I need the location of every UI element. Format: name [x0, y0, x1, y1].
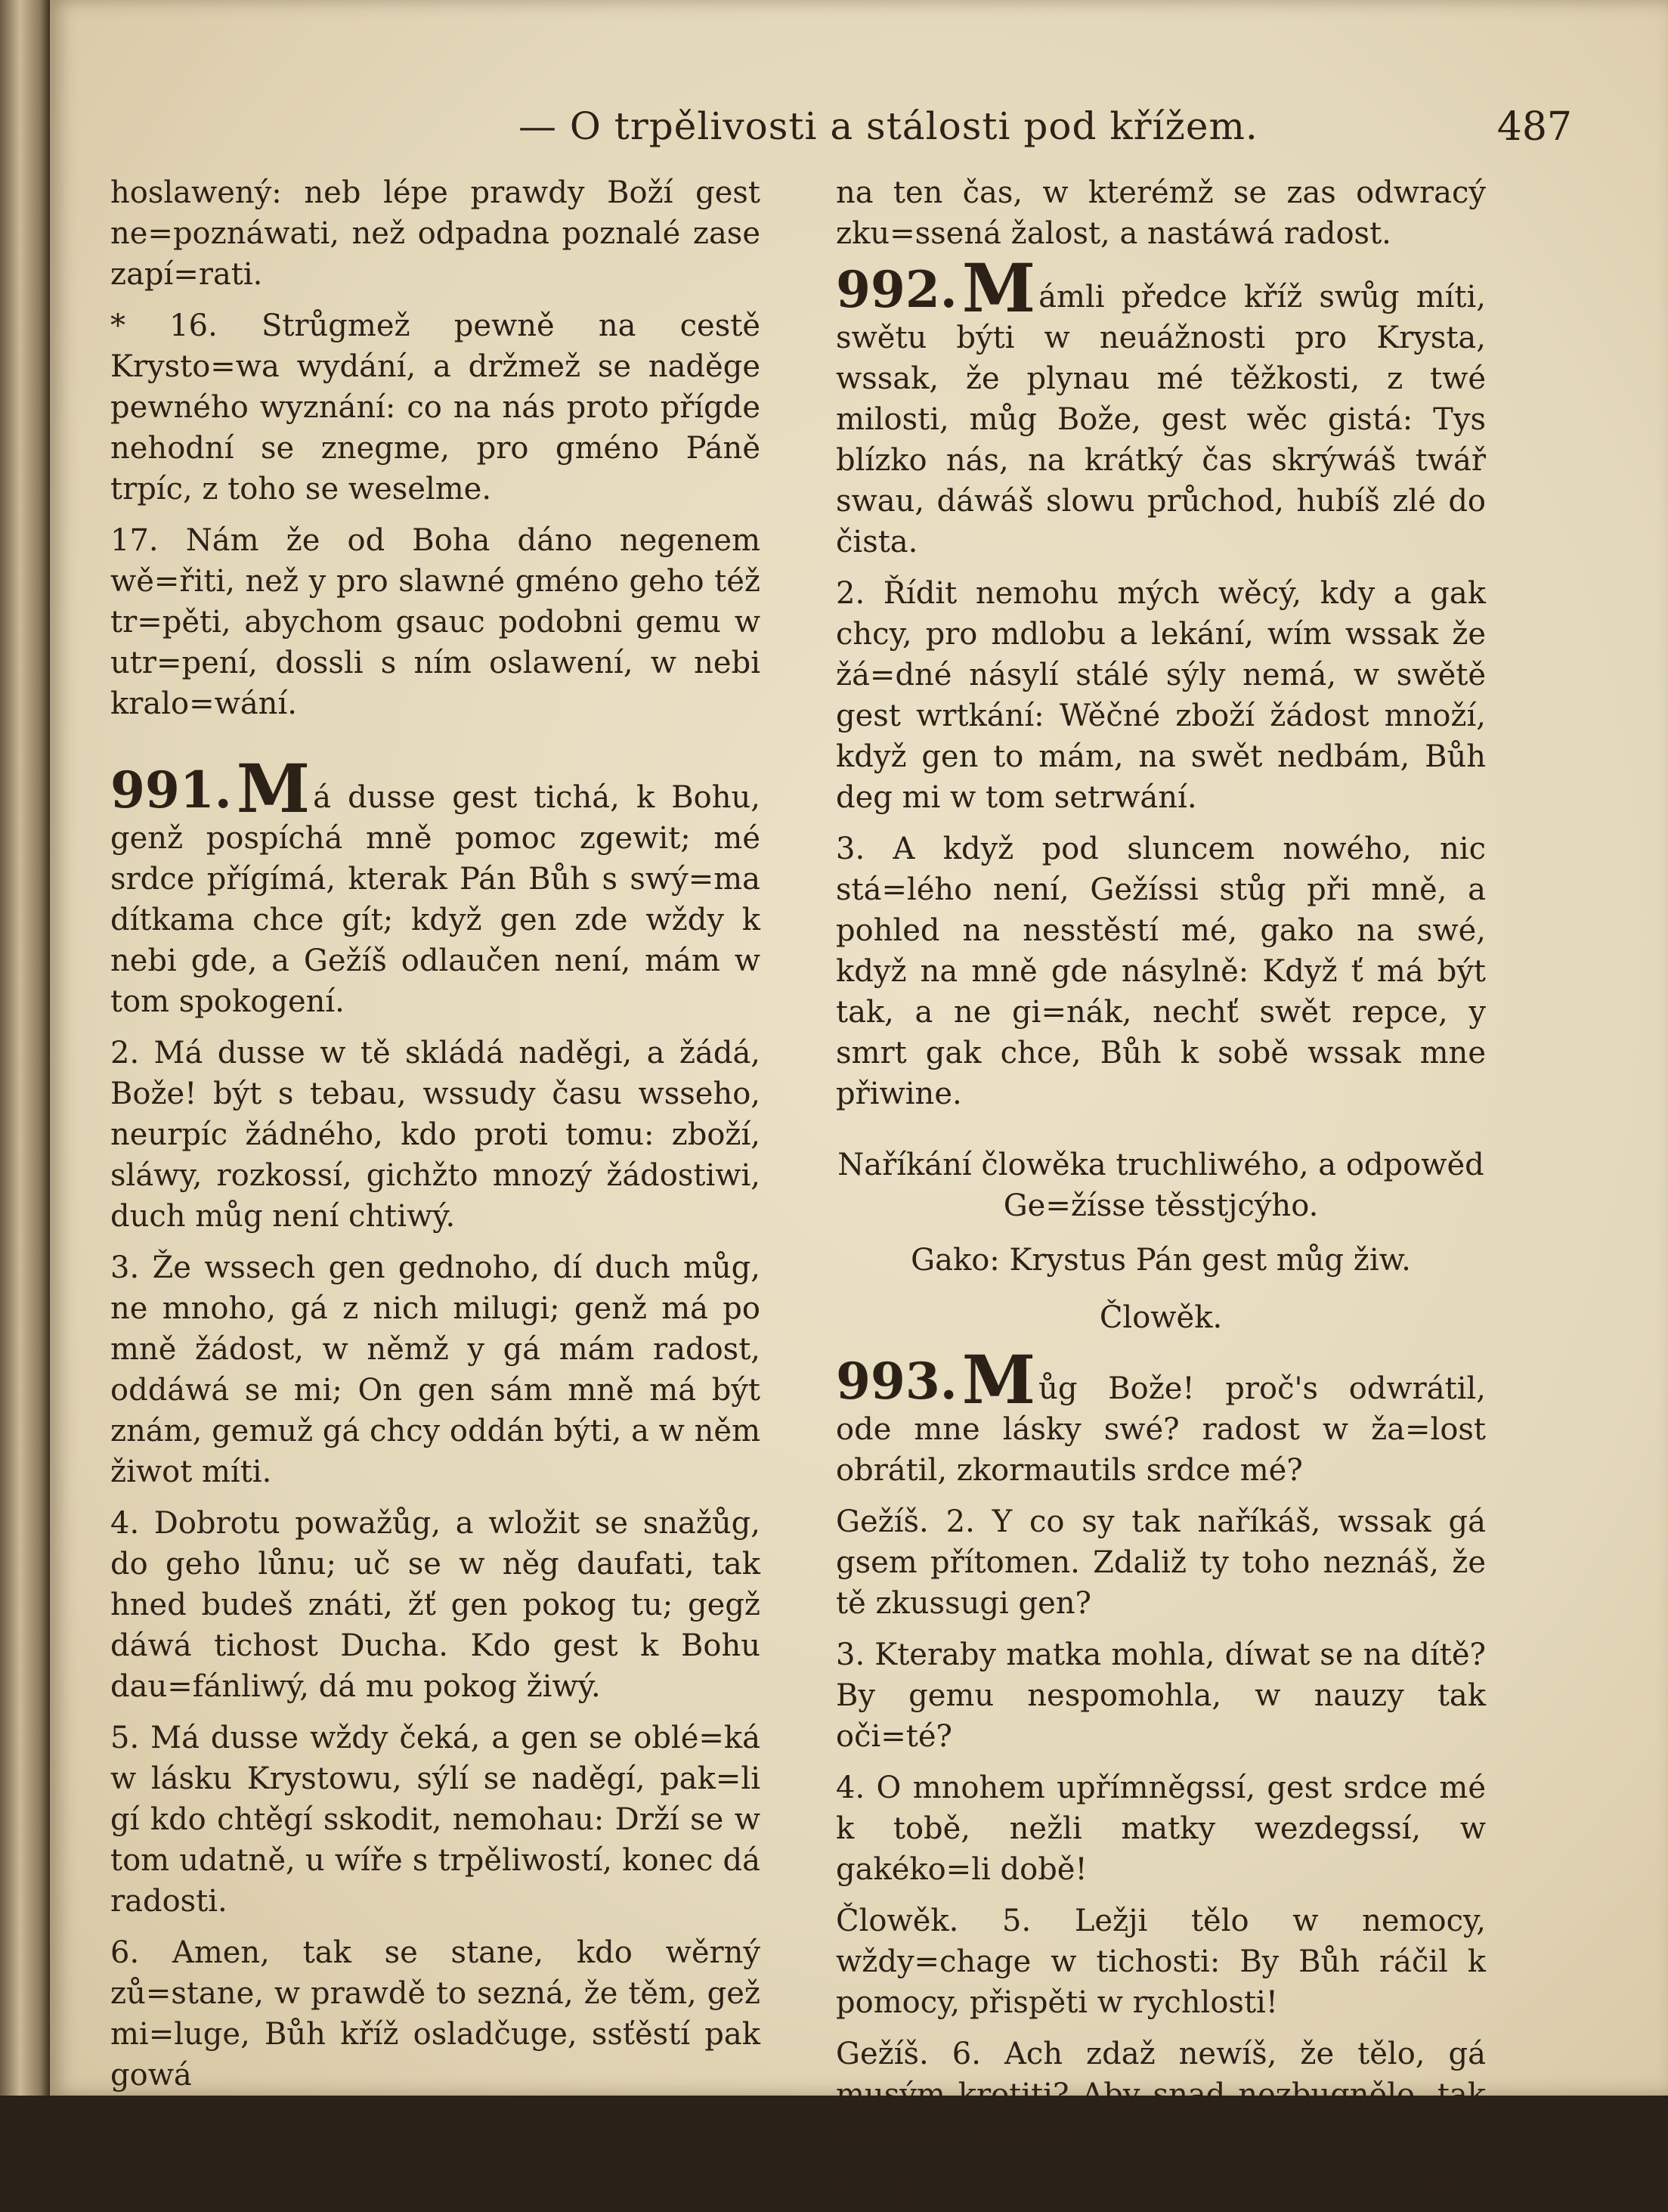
- running-title: — O trpělivosti a stálosti pod křížem.: [518, 104, 1258, 148]
- hymn-991-stanza-2: 2. Má dusse w tě skládá naděgi, a žádá, Bože! být s tebau, wssudy času wsseho, neurpíc žádného, kdo proti tomu: zboží, sláwy, rozkossí, gichžto mnozý žádostiwi, duch můg není chtiwý.: [110, 1036, 760, 1234]
- hymn-993-stanza-1: [836, 1340, 1486, 1491]
- page-number: 487: [1496, 104, 1572, 150]
- catchword: Člo=: [1387, 2170, 1463, 2204]
- hymn-number-993: 993.: [836, 1352, 958, 1411]
- hymn-993-stanza-5: Člowěk. 5. Ležji tělo w nemocy, wždy=chage w tichosti: By Bůh ráčil k pomocy, přispěti w rychlosti!: [836, 1904, 1486, 2020]
- hymn-993-stanza-6: Gežíš. 6. Ach zdaž newíš, že tělo, gá musým krotiti? Aby snad nezbugnělo, tak hřjchům brániti.: [836, 2037, 1486, 2153]
- stanza-17: 17. Nám že od Boha dáno negenem wě=řiti, než y pro slawné gméno geho též tr=pěti, abychom gsauc podobni gemu w utr=pení, dossli s ním oslawení, w nebi kralo=wání.: [110, 523, 760, 721]
- drop-cap-991: M: [236, 749, 311, 828]
- book-spine-gutter: [0, 0, 50, 2096]
- hymn-991-stanza-1: [110, 749, 760, 1022]
- signature-row: [836, 2167, 1486, 2212]
- hymn-991-stanza-3: 3. Že wssech gen gednoho, dí duch můg, ne mnoho, gá z nich milugi; genž má po mně žádost, w němž y gá mám radost, oddáwá se mi; On gen sám mně má být znám, gemuž gá chcy oddán býti, a w něm žiwot míti.: [110, 1250, 760, 1489]
- hymn-992-stanza-3: 3. A když pod sluncem nowého, nic stá=lého není, Gežíssi stůg při mně, a pohled na nesstěstí mé, gako na swé, když na mně gde násylně: Když ť má být tak, a ne gi=nák, nechť swět repce, y smrt gak chce, Bůh k sobě wssak mne přiwine.: [836, 832, 1486, 1111]
- hymn-991-stanza-5: 5. Má dusse wždy čeká, a gen se oblé=ká w lásku Krystowu, sýlí se naděgí, pak=li gí kdo chtěgí sskodit, nemohau: Drží se w tom udatně, u wíře s trpěliwostí, konec dá radosti.: [110, 1721, 760, 1919]
- page-header: [518, 104, 1577, 172]
- hymn-993-stanza-2: Gežíš. 2. Y co sy tak naříkáš, wssak gá gsem přítomen. Zdaliž ty toho neznáš, že tě zkussugi gen?: [836, 1504, 1486, 1621]
- hymn-992-stanza-1-text: ámli předce kříž swůg míti, swětu býti w neuážnosti pro Krysta, wssak, že plynau mé těžkosti, z twé milosti, můg Bože, gest wěc gistá: Tys blízko nás, na krátký čas skrýwáš twář swau, dáwáš slowu průchod, hubíš zlé do čista.: [836, 280, 1486, 559]
- hymn-993-stanza-1-text: ůg Bože! proč's odwrátil, ode mne lásky swé? radost w ža=lost obrátil, zkormautils srdce mé?: [836, 1371, 1486, 1488]
- hymn-992-stanza-2: 2. Řídit nemohu mých wěcý, kdy a gak chcy, pro mdlobu a lekání, wím wssak že žá=dné násylí stálé sýly nemá, w swětě gest wrtkání: Wěčné zboží žádost množí, když gen to mám, na swět nedbám, Bůh deg mi w tom setrwání.: [836, 576, 1486, 815]
- drop-cap-993: M: [961, 1340, 1036, 1419]
- hymn-993-stanza-3: 3. Kteraby matka mohla, díwat se na dítě? By gemu nespomohla, w nauzy tak oči=té?: [836, 1637, 1486, 1754]
- hymn-993-title: Naříkání člowěka truchliwého, a odpowěd Ge=žísse těsstjcýho.: [837, 1148, 1484, 1223]
- hymn-991-stanza-6-continued: na ten čas, w kterémž se zas odwracý zku=ssená žalost, a nastáwá radost.: [836, 175, 1486, 251]
- right-column: [836, 172, 1486, 2212]
- printer-signature: P p p: [836, 2170, 914, 2204]
- hymn-number-991: 991.: [110, 761, 232, 819]
- hymn-991-stanza-1-text: á dusse gest tichá, k Bohu, genž pospíchá mně pomoc zgewit; mé srdce přígímá, kterak Pán Bůh s swý=ma dítkama chce gít; když gen zde wždy k nebi gde, a Gežíš odlaučen není, mám w tom spokogení.: [110, 780, 760, 1019]
- left-column: [110, 172, 760, 2106]
- drop-cap-992: M: [961, 249, 1036, 327]
- hymn-number-992: 992.: [836, 260, 958, 319]
- hymn-991-stanza-4: 4. Dobrotu powažůg, a wložit se snažůg, do geho lůnu; uč se w něg daufati, tak hned budeš znáti, žť gen pokog tu; gegž dáwá tichost Ducha. Kdo gest k Bohu dau=fánliwý, dá mu pokog žiwý.: [110, 1506, 760, 1704]
- hymn-continuation-text: hoslawený: neb lépe prawdy Boží gest ne=poznáwati, než odpadna poznalé zase zapí=rati.: [110, 175, 760, 292]
- hymn-993-tune: Gako: Krystus Pán gest můg žiw.: [911, 1243, 1411, 1278]
- hymn-993-stanza-4: 4. O mnohem upřímněgssí, gest srdce mé k tobě, nežli matky wezdegssí, w gakéko=li době!: [836, 1771, 1486, 1887]
- book-page: [50, 0, 1668, 2204]
- hymn-992-stanza-1: [836, 249, 1486, 562]
- stanza-16: * 16. Strůgmež pewně na cestě Krysto=wa wydání, a držmež se naděge pewného wyznání: co na nás proto přígde nehodní se znegme, pro gméno Páně trpíc, z toho se weselme.: [110, 308, 760, 507]
- speaker-heading: Člowěk.: [1099, 1300, 1223, 1335]
- hymn-991-stanza-6: 6. Amen, tak se stane, kdo wěrný zů=stane, w prawdě to sezná, že těm, gež mi=luge, Bůh kříž osladčuge, ssťěstí pak gowá: [110, 1935, 760, 2093]
